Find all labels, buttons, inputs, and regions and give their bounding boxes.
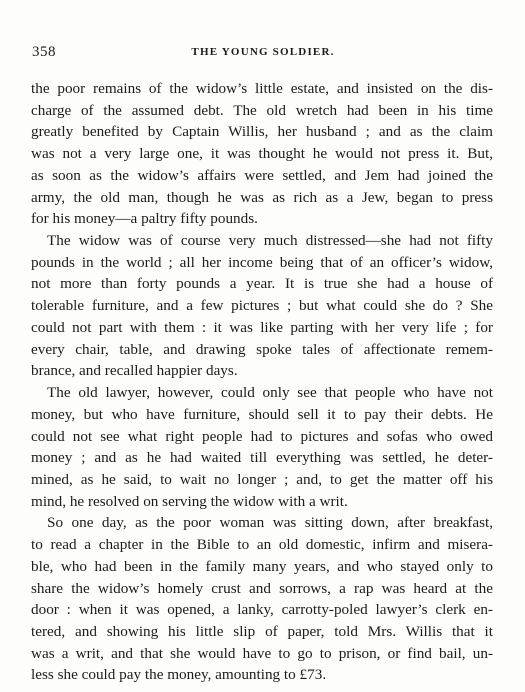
text-line: money ; and as he had waited till everything was settled, he deter- bbox=[31, 449, 493, 467]
body-text bbox=[31, 78, 493, 686]
text-line: mind, he resolved on serving the widow with a writ. bbox=[31, 492, 348, 510]
page-number: 358 bbox=[32, 44, 56, 60]
running-title: THE YOUNG SOLDIER. bbox=[191, 46, 335, 58]
text-line: pounds in the world ; all her income being that of an officer’s widow, bbox=[31, 253, 493, 271]
text-line: could not part with them : it was like parting with her very life ; for bbox=[31, 318, 493, 336]
text-line: brance, and recalled happier days. bbox=[31, 362, 238, 380]
text-line: greatly benefited by Captain Willis, her husband ; and as the claim bbox=[31, 123, 493, 141]
text-line: mined, as he said, to wait no longer ; and, to get the matter off his bbox=[31, 470, 493, 488]
text-line: charge of the assumed debt. The old wretch had been in his time bbox=[31, 101, 493, 119]
text-line: door : when it was opened, a lanky, carrotty-poled lawyer’s clerk en- bbox=[31, 601, 493, 619]
paragraph-start: So one day, as the poor woman was sitting down, after breakfast, bbox=[47, 514, 493, 532]
text-line: army, the old man, though he was as rich as a Jew, began to press bbox=[31, 188, 493, 206]
text-line: tered, and showing his little slip of paper, told Mrs. Willis that it bbox=[31, 622, 493, 640]
text-line: money, but who have furniture, should sell it to pay their debts. He bbox=[31, 405, 493, 423]
text-line: could not see what right people had to pictures and sofas who owed bbox=[31, 427, 493, 445]
text-line: every chair, table, and drawing spoke tales of affectionate remem- bbox=[31, 340, 493, 358]
paragraph-start: The widow was of course very much distressed—she had not fifty bbox=[47, 232, 493, 250]
text-line: tolerable furniture, and a few pictures ; but what could she do ? She bbox=[31, 297, 493, 315]
text-line: the poor remains of the widow’s little estate, and insisted on the dis- bbox=[31, 80, 493, 97]
text-line: ble, who had been in the family many years, and who stayed only to bbox=[31, 557, 493, 575]
text-line: to read a chapter in the Bible to an old domestic, infirm and misera- bbox=[31, 536, 493, 554]
text-line: was a writ, and that she would have to go to prison, or find bail, un- bbox=[31, 644, 493, 662]
text-line: not more than forty pounds a year. It is true she had a house of bbox=[31, 275, 493, 293]
text-line: less she could pay the money, amounting to £73. bbox=[31, 666, 327, 684]
paragraph-start: The old lawyer, however, could only see that people who have not bbox=[47, 384, 493, 402]
text-line: share the widow’s homely crust and sorrows, a rap was heard at the bbox=[31, 579, 493, 597]
running-head bbox=[32, 44, 494, 62]
text-line: was not a very large one, it was thought he would not press it. But, bbox=[31, 145, 493, 163]
text-line: for his money—a paltry fifty pounds. bbox=[31, 210, 258, 228]
text-line: as soon as the widow’s affairs were settled, and Jem had joined the bbox=[31, 166, 493, 184]
